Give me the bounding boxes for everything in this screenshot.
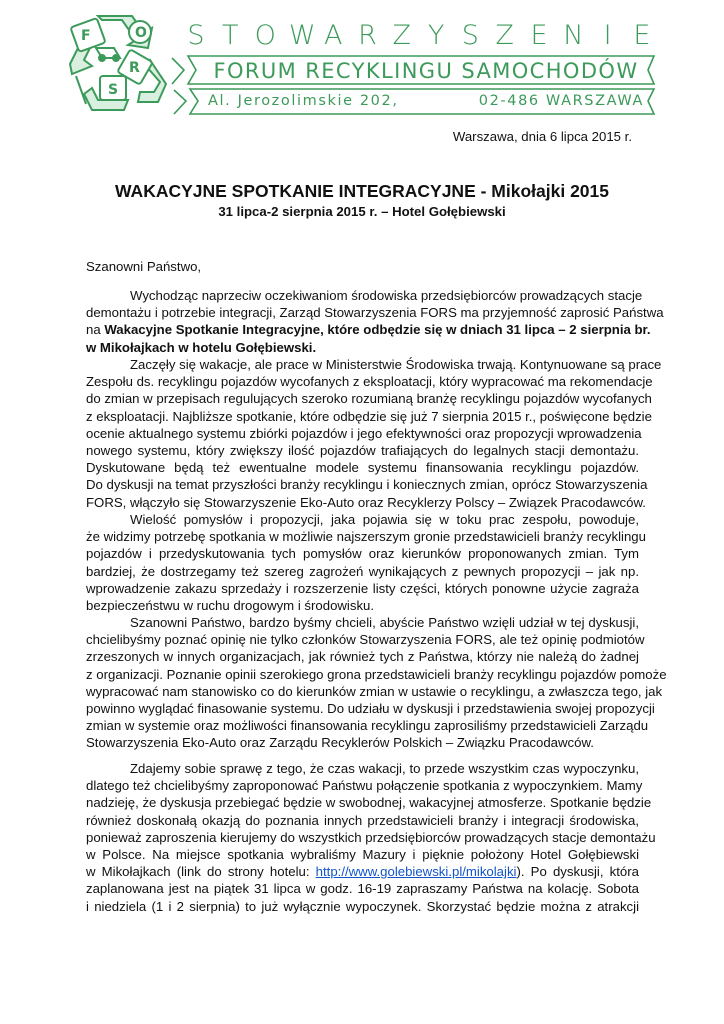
address-city: 02-486 WARSZAWA: [478, 93, 644, 109]
paragraph-invitation: [86, 287, 664, 356]
letterhead-organization-name: FORUM RECYKLINGU SAMOCHODÓW: [213, 59, 639, 83]
text-fragment: ). Po dyskusji, która: [516, 864, 639, 880]
paragraph-discussion: [86, 614, 667, 752]
text-line: do zmian w przepisach regulujących szeroko rozumianą branżę recyklingu pojazdów wycofanych: [86, 391, 652, 407]
text-line: Zespołu ds. recyklingu pojazdów wycofanych z eksploatacji, który wypracować ma rekomendacje: [86, 374, 653, 390]
text-line: i niedziela (1 i 2 sierpnia) to już wyłącznie wypoczynek. Skorzystać będzie można z atrakcji: [86, 898, 639, 914]
heading-letter: N: [563, 19, 584, 51]
text-line: bardziej, że dostrzegamy też szereg zagrożeń wynikających z pewnych propozycji – jak np.: [86, 563, 639, 579]
text-line: Zaczęły się wakacje, ale prace w Ministerstwie Środowiska trwają. Kontynuowane są prace: [130, 357, 662, 372]
heading-letter: Z: [495, 19, 514, 51]
heading-letter: R: [358, 19, 377, 51]
address-street: Al. Jerozolimskie 202,: [208, 93, 399, 109]
text-line: wprowadzenie zakazu sprzedaży i rozszerzenie listy części, których ponowne użycie zagraża: [86, 580, 639, 596]
text-line: zaplanowana jest na piątek 31 lipca w godz. 16-19 zapraszamy Państwa na kolację. Sobota: [86, 881, 639, 897]
text-line: zrzeszonych w innych organizacjach, jak również tych z Państwa, którzy nie należą do żadnej: [86, 649, 639, 665]
text-line: ponieważ zaproszenia kierujemy do wszystkich przedsiębiorców prowadzących stacje demontażu: [86, 829, 656, 845]
heading-letter: A: [323, 19, 343, 51]
paragraph-proposals: [86, 511, 646, 614]
logo-letter-r: R: [129, 60, 140, 76]
letter-greeting: Szanowni Państwo,: [86, 259, 202, 274]
text-line: zmian w systemie oraz możliwości finansowania recyklingu zaprosiliśmy przedstawicieli Zarządu: [86, 718, 649, 734]
text-line: demontażu i potrzebie integracji, Zarząd Stowarzyszenia FORS ma przyjemność zaprosić Państwa: [86, 305, 664, 321]
logo-letter-f: F: [81, 28, 91, 44]
text-line: powinno wyglądać finasowanie systemu. Do udziału w dyskusji i przedstawienia swojej propozycji: [86, 701, 655, 717]
logo-letter-s: S: [108, 82, 119, 98]
text-line: [86, 321, 651, 338]
heading-letter: T: [222, 19, 239, 51]
bold-fragment: w Mikołajkach w hotelu Gołębiewski.: [86, 339, 317, 355]
letter-date: Warszawa, dnia 6 lipca 2015 r.: [452, 129, 632, 144]
text-line: że widzimy potrzebę spotkania w możliwie najszerszym gronie przedstawicieli branży recyklingu: [86, 529, 646, 545]
text-line: Dyskutowane będą też ewentualne modele systemu finansowania recyklingu pojazdów.: [86, 460, 639, 476]
text-line: pojazdów i przedyskutowania tych pomysłów oraz kierunków proponowanych zmian. Tym: [86, 546, 639, 562]
letterhead-address: [208, 90, 644, 112]
text-line: dlatego też chcielibyśmy zaproponować Państwu połączenie spotkania z wypoczynkiem. Mamy: [86, 778, 643, 794]
text-line: [86, 863, 639, 880]
letter-title: WAKACYJNE SPOTKANIE INTEGRACYJNE - Mikołajki 2015: [115, 181, 609, 201]
text-line: Do dyskusji na temat przyszłości branży recyklingu i koniecznych zmian, oprócz Stowarzyszenia: [86, 477, 648, 493]
text-line: [86, 339, 639, 356]
bold-fragment: Wakacyjne Spotkanie Integracyjne, które odbędzie się w dniach 31 lipca – 2 sierpnia br.: [104, 322, 651, 338]
text-line: z organizacji. Poznanie opinii szerokiego grona przedstawicieli branży recyklingu pojazdów pomoże: [86, 666, 667, 682]
heading-letter: W: [288, 19, 316, 51]
text-line: Wielość pomysłów i propozycji, jaka pojawia się w toku prac zespołu, powoduje,: [130, 512, 639, 527]
text-line: chcielibyśmy poznać opinię nie tylko członków Stowarzyszenia FORS, ale też opinię podmiotów: [86, 632, 645, 648]
text-line: również doskonałą okazją do poznania innych przedstawicieli branży i integracji środowiska,: [86, 812, 639, 828]
heading-letter: E: [633, 19, 651, 51]
text-line: nowego systemu, który zwiększy ilość pojazdów trafiających do legalnych stacji demontażu.: [86, 443, 639, 459]
text-line: w Polsce. Na miejsce spotkania wybraliśmy Mazury i pięknie położony Hotel Gołębiewski: [86, 847, 639, 863]
recycling-logo-icon: [62, 14, 174, 116]
heading-letter: E: [530, 19, 548, 51]
letterhead-association-heading: [186, 16, 652, 54]
text-line: bezpieczeństwu w ruchu drogowym i środowisku.: [86, 598, 375, 614]
letter-subtitle: 31 lipca-2 sierpnia 2015 r. – Hotel Gołębiewski: [218, 204, 506, 219]
heading-letter: O: [254, 19, 276, 51]
paragraph-vacation: [86, 760, 656, 915]
heading-letter: I: [603, 19, 612, 51]
text-line: Szanowni Państwo, bardzo byśmy chcieli, abyście Państwo wzięli udział w tej dyskusji,: [130, 615, 639, 630]
paragraph-ministry-work: [86, 356, 662, 511]
text-line: ocenie aktualnego systemu zbiórki pojazdów i jego efektywności oraz propozycji wprowadzenia: [86, 425, 642, 441]
text-fragment: na: [86, 322, 105, 338]
hotel-website-link[interactable]: http://www.golebiewski.pl/mikolajki: [315, 864, 517, 880]
text-line: nadzieję, że dyskusja przebiegać będzie w swobodnej, wakacyjnej atmosferze. Spotkanie będzie: [86, 795, 652, 811]
heading-letter: S: [187, 19, 205, 51]
text-line: z eksploatacji. Najbliższe spotkanie, które odbędzie się już 7 sierpnia 2015 r., poświęcone będzie: [86, 408, 652, 424]
heading-letter: Y: [427, 19, 445, 51]
text-line: Stowarzyszenia Eko-Auto oraz Zarządu Recyklerów Polskich – Związku Pracodawców.: [86, 735, 594, 751]
text-fragment: w Mikołajkach (link do strony hotelu:: [86, 864, 316, 880]
text-line: Zdajemy sobie sprawę z tego, że czas wakacji, to przede wszystkim czas wypoczynku,: [130, 761, 639, 776]
heading-letter: Z: [392, 19, 412, 51]
text-line: Wychodząc naprzeciw oczekiwaniom środowiska przedsiębiorców prowadzących stacje: [130, 288, 643, 303]
letterhead: [62, 14, 652, 116]
text-line: wypracować nam stanowisko co do kierunków zmian w ustawie o recyklingu, a zwłaszcza tego, jak: [86, 683, 663, 699]
logo-letter-o: O: [135, 25, 147, 41]
heading-letter: S: [461, 19, 479, 51]
text-line: FORS, włączyło się Stowarzyszenie Eko-Auto oraz Recyklerzy Polscy – Związek Pracodawców.: [86, 494, 646, 510]
